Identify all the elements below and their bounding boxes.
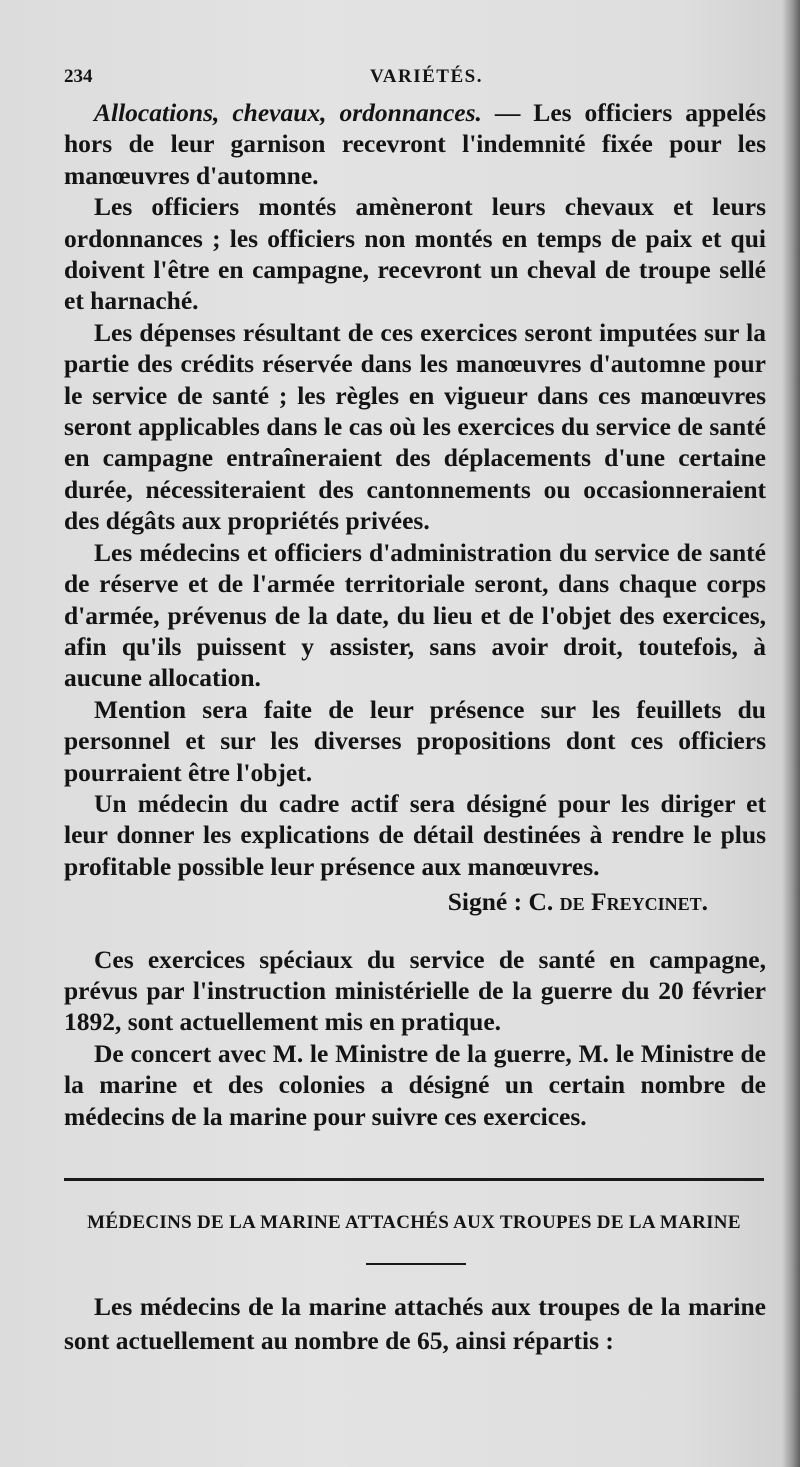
signature-name: Freycinet. bbox=[584, 887, 708, 917]
signature-particle: de bbox=[559, 887, 585, 917]
running-head bbox=[64, 66, 764, 90]
section-divider bbox=[64, 1178, 764, 1181]
paragraph-expenses: Les dépenses résultant de ces exercices seront imputées sur la partie des crédits réservée dans les manœuvres d'automne pour le service de santé ; les règles en vigueur dans ces manœuvres seront applicables dans le cas où les exercices du service de santé en campagne entraîneraient des déplacements d'une certaine durée, nécessiteraient des cantonnements ou occasionneraient des dégâts aux propriétés privées. bbox=[64, 317, 766, 536]
signature-prefix: Signé : C. bbox=[447, 887, 560, 917]
paragraph-minister: De concert avec M. le Ministre de la guerre, M. le Ministre de la marine et des colonies a désigné un certain nombre de médecins de la marine pour suivre ces exercices. bbox=[64, 1038, 766, 1131]
paragraph-director: Un médecin du cadre actif sera désigné pour les diriger et leur donner les explications de détail destinées à rendre le plus profitable possible leur présence aux manœuvres. bbox=[64, 788, 766, 881]
running-title: VARIÉTÉS. bbox=[370, 66, 483, 87]
paragraph-reserve-doctors: Les médecins et officiers d'administration du service de santé de réserve et de l'armée territoriale seront, dans chaque corps d'armée, prévenus de la date, du lieu et de l'objet des exercices, afin qu'ils puissent y assister, sans avoir droit, toutefois, à aucune allocation. bbox=[64, 537, 766, 693]
main-text bbox=[64, 97, 766, 1132]
signature bbox=[64, 886, 766, 917]
spacer bbox=[64, 918, 766, 944]
paragraph-lead: Allocations, chevaux, ordonnances. bbox=[94, 98, 482, 127]
paragraph-exercises: Ces exercices spéciaux du service de santé en campagne, prévus par l'instruction ministérielle de la guerre du 20 février 1892, sont actuellement mis en pratique. bbox=[64, 944, 766, 1037]
paragraph-mention: Mention sera faite de leur présence sur les feuillets du personnel et sur les diverses propositions dont ces officiers pourraient être l'objet. bbox=[64, 694, 766, 787]
paragraph-allocations bbox=[64, 97, 766, 191]
paragraph-count: Les médecins de la marine attachés aux troupes de la marine sont actuellement au nombre de 65, ainsi répartis : bbox=[64, 1292, 766, 1355]
paragraph-text: — Les officiers appelés hors de leur garnison recevront l'indemnité fixée pour les manœuvres d'automne. bbox=[64, 98, 766, 190]
page-number: 234 bbox=[64, 66, 93, 87]
section-title: MÉDECINS DE LA MARINE ATTACHÉS AUX TROUPES DE LA MARINE bbox=[87, 1212, 741, 1233]
paragraph-horses: Les officiers montés amèneront leurs chevaux et leurs ordonnances ; les officiers non montés en temps de paix et qui doivent l'être en campagne, recevront un cheval de troupe sellé et harnaché. bbox=[64, 192, 766, 316]
title-underline bbox=[366, 1263, 466, 1265]
page-edge-shadow bbox=[782, 0, 800, 1467]
section-text bbox=[64, 1290, 766, 1358]
